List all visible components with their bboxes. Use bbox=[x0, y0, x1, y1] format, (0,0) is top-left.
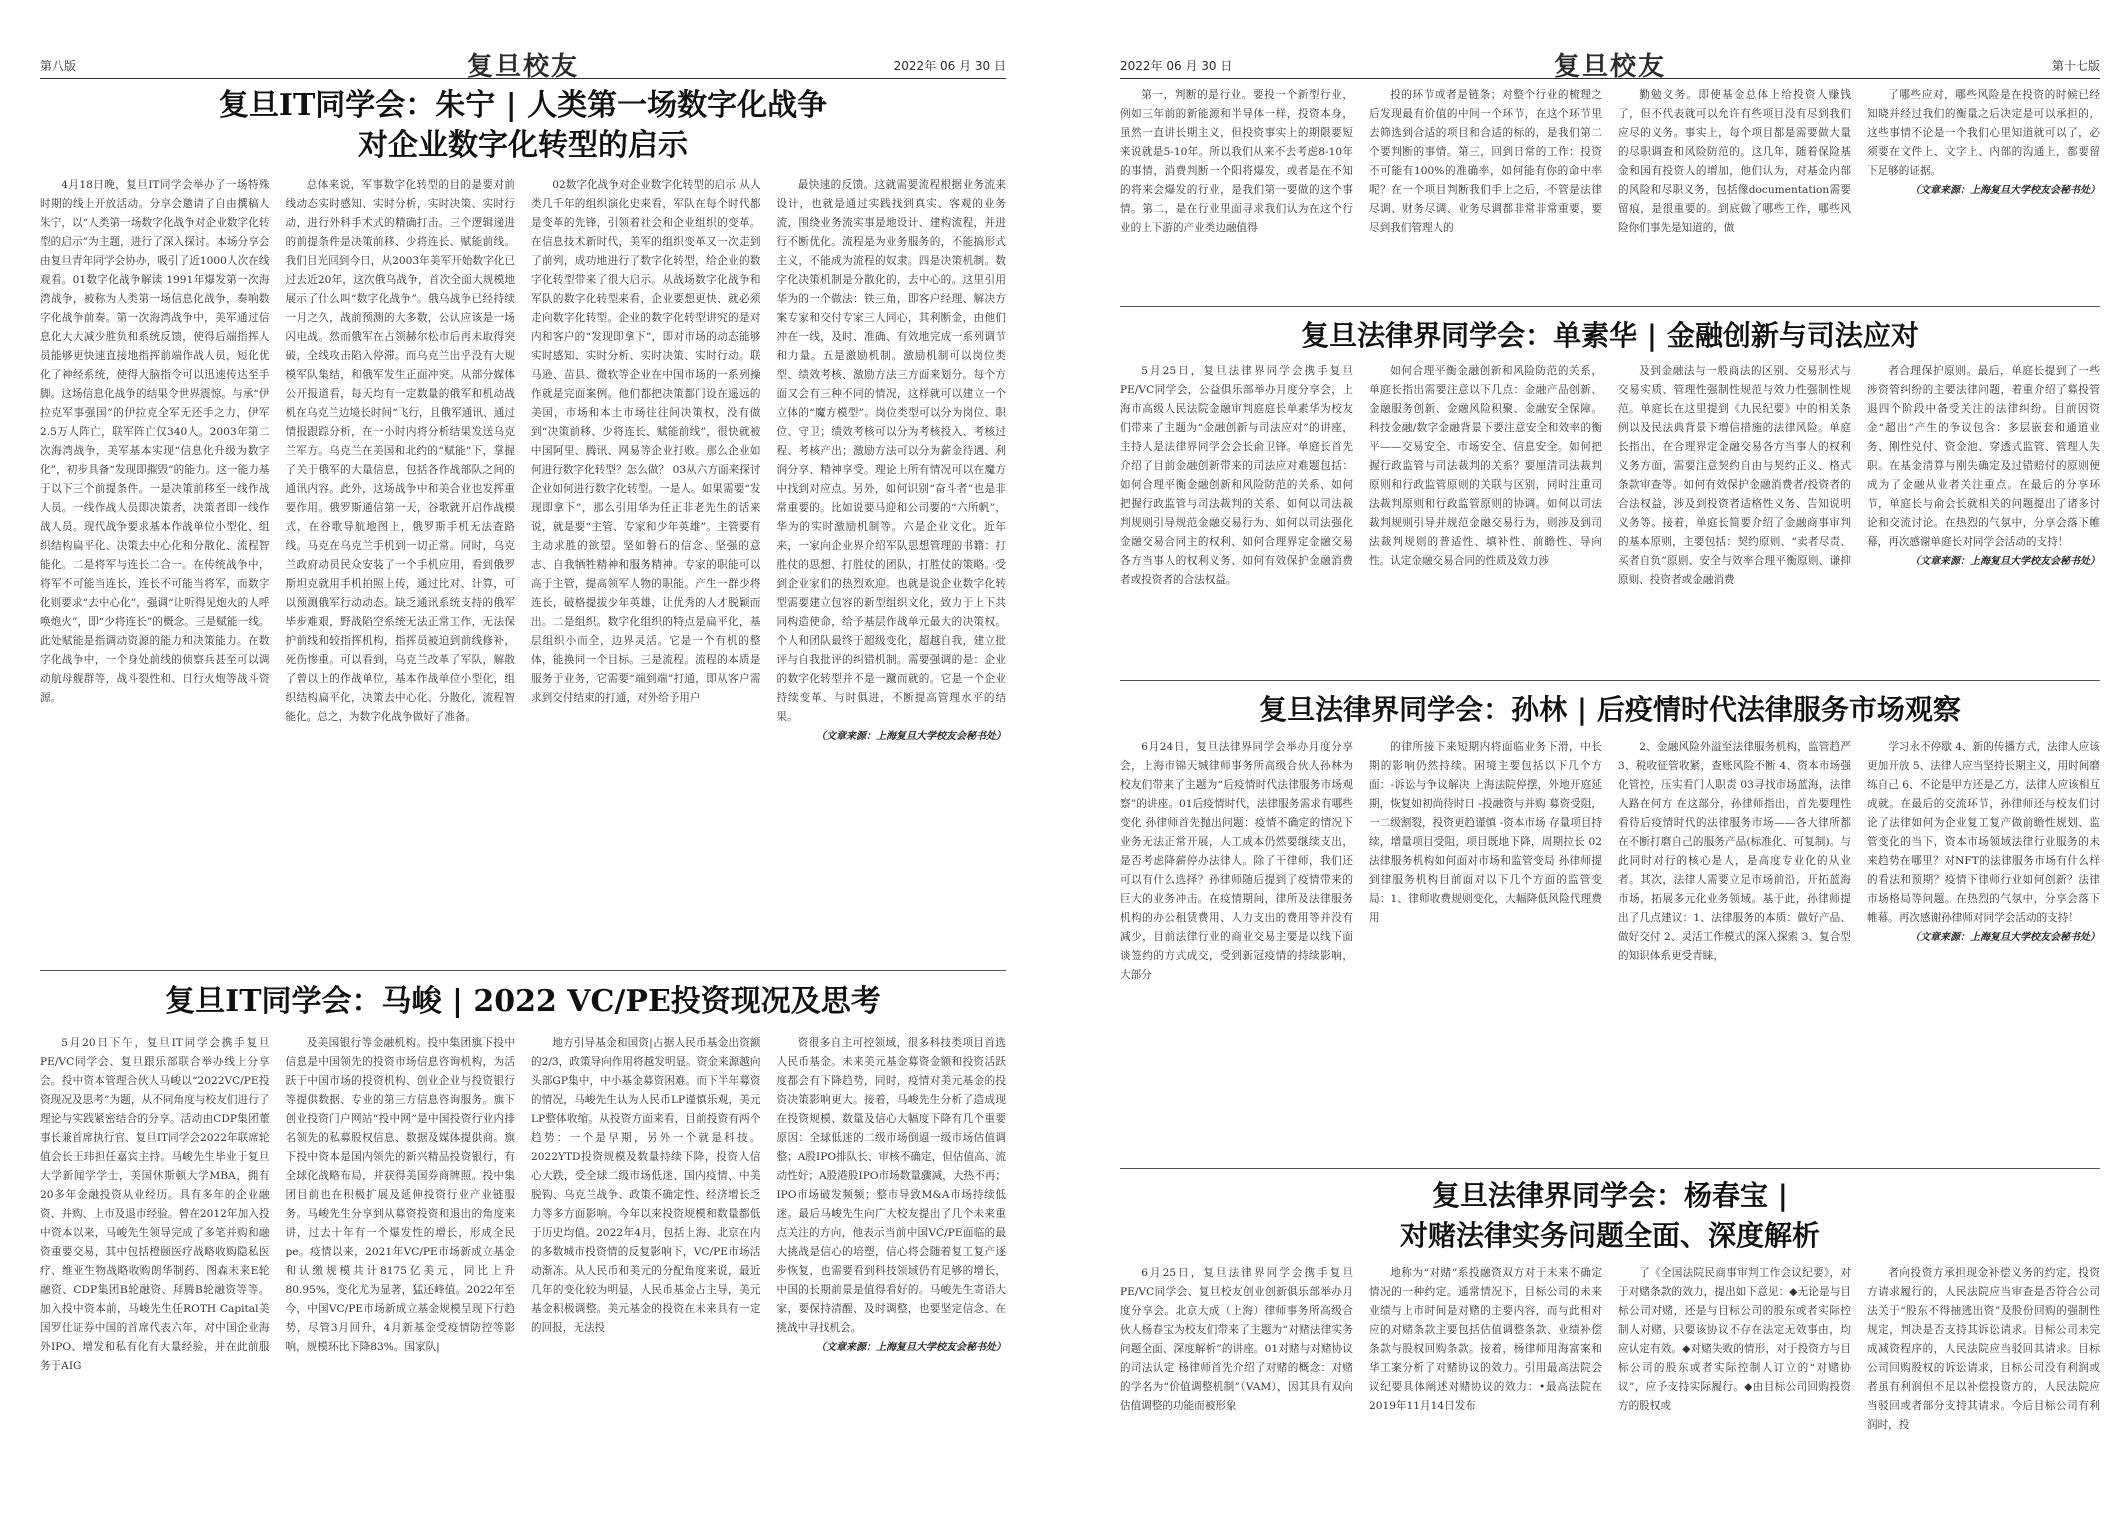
article-title: 复旦IT同学会：马峻 | 2022 VC/PE投资现况及思考 bbox=[165, 984, 881, 1019]
article-column: 了哪些应对，哪些风险是在投资的时候已经知晓并经过我们的衡量之后决定是可以承担的，这些事情不论是一个我们心里知道就可以了，必须要在文件上、文字上、内部的沟通上，都要留下足够的证据。 （文章来源：上海复旦大学校友会秘书处） bbox=[1867, 86, 2100, 294]
article-column: 地称为“对赌”系投融资双方对于未来不确定情况的一种约定。通常情况下，目标公司的未来业绩与上市时间是对赌的主要内容，而与此相对应的对赌条款主要包括估值调整条款、业绩补偿条款与股权回购条款。接着，杨律师用海富案和华工案分析了对赌协议的效力。引用最高法院会议纪要具体阐述对赌协议的效力：•最高法院在2019年11月14日发布 bbox=[1369, 1267, 1602, 1412]
page-number: 第十七版 bbox=[2051, 59, 2100, 73]
article-title: 复旦法律界同学会：孙林 | 后疫情时代法律服务市场观察 bbox=[1259, 693, 1961, 726]
article-body bbox=[1120, 362, 2100, 668]
article-body bbox=[1120, 86, 2100, 294]
article-column: 地方引导基金和国资|占据人民币基金出资额的2/3，政策导向作用将越发明显。资金来源越向头部GP集中，中小基金募资困难。而下半年募资的情况，马峻先生认为人民币LP谨慎乐观，美元LP整体收缩。从投资方面来看，目前投资有两个趋势：一个是早期，另外一个就是科技。2022YTD投资规模及数量持续下降，投资人信心大跌，受全球二级市场低迷、国内疫情、中美脱钩、乌克兰战争、政策不确定性、经济增长乏力等多方面影响。今年以来投资规模和数量都低于历史均值。2022年4月，包括上海、北京在内的多数城市投资情的反复影响下，VC/PE市场活动渐冻。从人民币和美元的分配角度来说，最近几年的变化较为明显，人民币基金占主导，美元基金积极调整。美元基金的投资在未来具有一定的回报，无法投 bbox=[531, 1037, 761, 1334]
article-column: 总体来说，军事数字化转型的目的是要对前线动态实时感知、实时分析，实时决策、实时行动，进行外科手术式的精确打击。三个逻辑递进的前提条件是决策前移、少将连长、赋能前线。我们目光回到今日，从2003年美军开始数字化已过去近20年，这次俄乌战争，首次全面大规模地展示了什么叫“数字化战争”。俄乌战争已经持续一月之久，战前预测的大多数，公认应该是一场闪电战。然而俄军在占领赫尔松市后再未取得突破，全线攻击陷入停滞。而乌克兰出乎没有大规模军队集结，和俄军发生正面冲突。从部分媒体公开报道看，每天均有一定数量的俄军和机动战机在乌克兰边境长时间“飞行，且俄军通讯、通过情报跟踪分析，在一小时内将分析结果发送乌克兰军方。乌克兰在美国和北约的“赋能”下，掌握了关于俄军的大量信息，包括各作战部队之间的通讯内容。此外，这场战争中和美合业也发挥重要作用。俄罗斯通信第一天，谷歌就开启作战模式，在谷歌导航地图上，俄罗斯手机无法查路线。马克在乌克兰手机到一切正常。同时，乌克兰政府动员民众安装了一个手机应用，看到俄罗斯坦克就用手机拍照上传，通过比对、计算，可以预测俄军行动动态。缺乏通讯系统支持的俄军毕步难艰，野战陷空系统无法正常工作，无法保护前线和较指挥机构，指挥员被迫到前线修补，死伤惨重。可以看到，乌克兰改革了军队，解散了曾以上的作战单位，基本作战单位小型化，组织结构扁平化，决策去中心化、分散化，流程智能化。总之，为数字化战争做好了准备。 bbox=[285, 179, 515, 723]
header-rule bbox=[40, 78, 1006, 79]
article-column: 5月25日，复旦法律界同学会携手复旦PE/VC同学会，公益俱乐部举办月度分享会，上海市高级人民法院金融审判庭庭长单素华为校友们带来了主题为“金融创新与司法应对”的讲座，主持人是法律界同学会会长俞卫锋。单庭长首先介绍了目前金融创新带来的司法应对难题包括：如何合理平衡金融创新和风险防范的关系、如何把握行政监管与司法裁判的关系、如何以司法裁判规则引导规范金融交易行为、如何以司法强化金融交易合同主的权利、如何合理界定金融交易各方当事人的权利义务、如何有效保护金融消费者或投资者的合法权益。 bbox=[1120, 365, 1353, 586]
article-column: 02数字化战争对企业数字化转型的启示 从人类几千年的组织演化史来看，军队在每个时代都是变革的先锋，引领着社会和企业组织的变革。在信息技术新时代，美军的组织变革又一次走到了前列，成功地进行了数字化转型，给企业的数字化转型带来了很大启示。从战场数字化战争和军队的数字化转型来看，企业要想更快、就必须走向数字化转型。企业的数字化转型讲究的是对内和客户的“发现即拿下”，即对市场的动态能够实时感知、实时分析、实时决策、实时行动。联马逊、苗县、微软等企业在中国市场的一系列操作就是完面案例。他们都把决策都门设在遥远的美国，市场和本土市场往往间决策权，没有做到“决策前移、少将连长、赋能前线”，很快就被中国阿里、腾讯、网易等企业打败。那么企业如何进行数字化转型？怎么做？ 03从六方面来探讨企业如何进行数字化转型。一是人。如果需要“发现即拿下”，那么引用华为任正非老先生的话来说，就是要“主管、专家和少年英雄”。主管要有主动求胜的欲望。坚如磐石的信念、坚强的意志、自我牺牲精神和服务精神。专家的职能可以高于主管，提高领军人物的职能。产生一群少将连长，破格提拔少年英雄，让优秀的人才脱颖而出。二是组织。数字化组织的特点是扁平化，基层组织小而全，边界灵活。它是一个有机的整体，能换同一个目标。三是流程。流程的本质是服务于业务，它需要“端到端”打通，即从客户需求到交付结束的打通，对外给予用户 bbox=[531, 179, 761, 704]
article-column: 勤勉义务。即使基金总体上给投资人赚钱了，但不代表就可以允许有些项目没有尽到我们应尽的义务。事实上，每个项目都是需要做大量的尽职调查和风险防范的。这几年，随着保险基金和国有投资人的增加，他们认为，对基金内部的风险和尽职义务，包括像documentation需要留痕，是很重要的。到底做了哪些工作，哪些风险你们事先是知道的，做 bbox=[1618, 89, 1851, 234]
article-column: 者合理保护原则。最后，单庭长提到了一些涉资管纠纷的主要法律问题，着重介绍了募投管退四个阶段中备受关注的法律纠纷。目前因资金“超出”产生的争议包含：多层嵌套和通道业务、刚性兑付、资金池、穿透式监管、管理人失职。在基金清算与刚失确定及过错赔付的原则便成为了金融从业者关注重点。在最后的分享环节，单庭长与俞会长就相关的问题提出了诸多讨论和交流讨论。在热烈的气氛中，分享会落下帷幕，再次感谢单庭长对同学会活动的支持！ （文章来源：上海复旦大学校友会秘书处） bbox=[1867, 362, 2100, 668]
article-body bbox=[40, 176, 1006, 956]
article-column: 及到金融法与一般商法的区别、交易形式与交易实质、管理性强制性规范与效力性强制性规范。单庭长在这里提到《九民纪要》中的相关条例以及民法典背景下增信措施的法律风险。单庭长指出，在合理界定金融交易各方当事人的权利义务方面，需要注意契约自由与契约正义、格式条款审查等。如何有效保护金融消费者/投资者的合法权益，涉及到投资者适格性义务、告知说明义务等。接着，单庭长简要介绍了金融商事审判的基本原则，主要包括：契约原则、“卖者尽责、买者自负”原则、安全与效率合理平衡原则、谦抑原则、投资者或金融消费 bbox=[1618, 365, 1851, 586]
section-divider bbox=[1120, 306, 2100, 307]
left-page bbox=[0, 0, 1010, 1535]
title-line-2: 对企业数字化转型的启示 bbox=[358, 128, 688, 163]
section-divider bbox=[1120, 1168, 2100, 1169]
page-number: 第八版 bbox=[40, 59, 77, 73]
article-source: （文章来源：上海复旦大学校友会秘书处） bbox=[1910, 556, 2100, 567]
article-column: 5月20日下午，复旦IT同学会携手复旦PE/VC同学会、复旦跟乐部联合举办线上分享会。投中资本管理合伙人马峻以“2022VC/PE投资现况及思考”为题，从不同角度与校友们进行了理论与实践紧密结合的分享。活动由CDP集团董事长兼首席执行官、复旦IT同学会2022年联席轮值会长王玮担任嘉宾主持。马峻先生毕业于复旦大学新闻学学士，美国休斯顿大学MBA，拥有20多年金融投资从业经历。具有多年的企业融资、并购、上市及退市经验。曾在2012年加入投中资本以来，马峻先生领导完成了多笔并购和融资重要交易，其中包括橙颐医疗战略收购隐私医疗、维亚生物战略收购朗华制药、图森未来E轮融资、CDP集团B轮融资、拜腾B轮融资等等。加入投中资本前，马峻先生任ROTH Capital美国罗仕证券中国的首席代表六年，对中国企业海外IPO、增发和私有化有大量经验，并在此前服务于AIG bbox=[40, 1037, 270, 1372]
section-divider bbox=[1120, 680, 2100, 681]
article-title: 复旦法律界同学会：单素华 | 金融创新与司法应对 bbox=[1301, 319, 1919, 352]
article-body bbox=[40, 1034, 1006, 1474]
article-column: 如何合理平衡金融创新和风险防范的关系，单庭长指出需要注意以下几点：金融产品创新、金融服务创新、金融风险积聚、金融安全保障。科技金融/数字金融背景下要注意安全和效率的衡平——交易安全、市场安全、信息安全。如何把握行政监管与司法裁判的关系？要厘清司法裁判原则和行政监管原则的关联与区别，同时注重司法裁判原则和行政监管原则的协调。如何以司法裁判规则引导并规范金融交易行为，则涉及到司法裁判规则的普适性、填补性、前瞻性、导向性。认定金融交易合同的性质及效力涉 bbox=[1369, 365, 1602, 567]
article-title bbox=[1120, 1176, 2100, 1256]
issue-date: 2022年 06 月 30 日 bbox=[893, 59, 1006, 73]
title-line-1: 复旦法律界同学会：杨春宝 | bbox=[1432, 1179, 1788, 1212]
article-title bbox=[40, 86, 1006, 166]
article-source: （文章来源：上海复旦大学校友会秘书处） bbox=[816, 1342, 1006, 1353]
article-column: 学习永不停歇 4、新的传播方式，法律人应该更加开放 5、法律人应当坚持长期主义，用时间磨练自己 6、不论是甲方还是乙方，法律人应该相互成就。在最后的交流环节，孙律师还与校友们讨论了法律如何为企业复工复产做前瞻性规划、监管变化的当下，资本市场领域法律行业服务的未来趋势在哪里？对NFT的法律服务市场有什么样的看法和预期？疫情下律师行业如何创新？法律市场格局等问题。在热烈的气氛中，分享会落下帷幕。再次感谢孙律师对同学会活动的支持！ （文章来源：上海复旦大学校友会秘书处） bbox=[1867, 738, 2100, 1156]
article-body bbox=[1120, 1264, 2100, 1490]
article-column: 投的环节或者是链条；对整个行业的梳理之后发现最有价值的中间一个环节，在这个环节里去筛选到合适的项目和合适的标的，是我们第二个要判断的事情。第三，回到日常的工作：投资不可能有100%的准确率，如何能有你的命中率呢？在一个项目判断我们手上之后，不管是法律尽调、财务尽调、业务尽调都非常非常重要，要尽到我们管理人的 bbox=[1369, 89, 1602, 234]
article-column: 及美国银行等金融机构。投中集团旗下投中信息是中国领先的投资市场信息咨询机构，为活跃于中国市场的投资机构、创业企业与投资银行等提供数据、专业的第三方信息咨询服务。旗下创业投资门户网站“投中网”是中国投资行业内排名领先的私募股权信息、数据及媒体提供商。旗下投中资本是国内领先的新兴精品投资银行，有全球化战略布局，并获得美国券商牌照。投中集团目前也在积极扩展及延伸投资行业产业链服务。马峻先生分享到从募资投资和退出的角度来讲，过去十年有一个爆发性的增长，形成全民pe。疫情以来，2021年VC/PE市场新成立基金和认缴规模共计8175亿美元，同比上升80.95%，变化尤为显著，猛还峰值。2022年至今，中国VC/PE市场新成立基金规模呈现下行趋势，尽管3月回升，4月新基金受疫情防控等影响，规模环比下降83%。国家队| bbox=[285, 1037, 515, 1353]
article-column: 资很多自主可控领域，很多科技类项目首选人民币基金。未来美元基金募资金额和投资活跃度都会有下降趋势，同时，疫情对美元基金的投资决策影响更大。接着，马峻先生分析了造成现在投资规模、数量及信心大幅度下降有几个重要原因：全球低迷的二级市场倒逼一级市场估值调整；A股IPO排队长、审核不确定，但估值高、流动性好；A股港股IPO市场数量骤减，大热不再；IPO市场破发频频；整市导致M&A市场持续低迷。最后马峻先生向广大校友提出了几个未来重点关注的方向，他表示当前中国VC/PE面临的最大挑战是信心的培塑，信心将会随着复工复产逐步恢复，也需要看到科技领域仍有足够的增长，中国的长期前景是值得看好的。马峻先生寄语大家，要保持清醒、及时调整，也要坚定信念、在挑战中寻找机会。 （文章来源：上海复旦大学校友会秘书处） bbox=[777, 1034, 1007, 1474]
header-rule bbox=[1120, 78, 2100, 79]
article-body bbox=[1120, 738, 2100, 1156]
article-source: （文章来源：上海复旦大学校友会秘书处） bbox=[816, 731, 1006, 742]
masthead-logo: 复旦校友 bbox=[466, 52, 580, 82]
title-line-1: 复旦IT同学会：朱宁 | 人类第一场数字化战争 bbox=[218, 88, 828, 123]
right-header bbox=[1120, 50, 2100, 80]
right-page bbox=[1110, 0, 2126, 1535]
masthead-logo: 复旦校友 bbox=[1553, 52, 1667, 82]
article-source: （文章来源：上海复旦大学校友会秘书处） bbox=[1910, 185, 2100, 196]
article-column: 者向投资方承担现金补偿义务的约定，投资方请求履行的，人民法院应当审查是否符合公司法关于“股东不得抽逃出资”及股份回购的强制性规定，判决是否支持其诉讼请求。目标公司未完成减资程序的，人民法院应当驳回其请求。目标公司回购股权的诉讼请求，目标公司没有利润或者虽有利润但不足以补偿投资方的，人民法院应当驳回或者部分支持其请求。今后目标公司有利润时，投 bbox=[1867, 1267, 2100, 1431]
article-column: 了《全国法院民商事审判工作会议纪要》，对于对赌条款的效力，提出如下意见：◆无论是与目标公司对赌，还是与目标公司的股东或者实际控制人对赌，只要该协议不存在法定无效事由，均应认定有效。◆对赌失败的情形，对于投资方与目标公司的股东或者实际控制人订立的“对赌协议”，应予支持实际履行。◆由目标公司回购投资方的股权或 bbox=[1618, 1267, 1851, 1412]
article-column: 的律所接下来短期内将面临业务下滑，中长期的影响仍然持续。困境主要包括以下几个方面：-诉讼与争议解决 上海法院停摆，外地开庭延期，恢复如初尚待时日 -投融资与并购 募资受阻，一二级割裂，投资更趋谨慎 -资本市场 存量项目持续，增量项目受阻，项目既地下降，周期拉长 02法律服务机构如何面对市场和监管变局 孙律师提到律服务机构目前面对以下几个方面的监管变局：1、律师收费规则变化，大幅降低风险代理费用 bbox=[1369, 741, 1602, 924]
article-source: （文章来源：上海复旦大学校友会秘书处） bbox=[1910, 932, 2100, 943]
article-column: 4月18日晚，复旦IT同学会举办了一场特殊时期的线上开放活动。分享会邀请了自由撰稿人朱宁，以“人类第一场数字化战争对企业数字化转型的启示”为主题，进行了深入探讨。本场分享会由复旦青年同学会协办，吸引了近1000人次在线观看。01数字化战争解读 1991年爆发第一次海湾战争，被称为人类第一场信息化战争，奏响数字化战争前奏。第一次海湾战争中，美军通过信息化大大减少胜负和系统反馈，使得后端指挥人员能够更快速直接地指挥前端作战人员，短化优化了神经系统，使得大脑指令可以迅速传达至手脚。这场信息化战争的结果令世界震惊。与承“伊拉克军事强国”的伊拉克全军无还手之力，伊军2.5万人阵亡，联军阵亡仅340人。2003年第二次海湾战争，美军基本实现“信息化升级为数字化”，初步具备“发现即摧毁”的能力。这一能力基于以下三个前提条件。一是决策前移至一线作战人员。一线作战人员即决策者，决策者即一线作战人员。现代战争要求基本作战单位小型化、组织结构扁平化、决策去中心化和分散化、流程智能化。二是将军与连长二合一。在传统战争中，将军不可能当连长，连长不可能当将军，而数字化则要求“去中心化”，强调“让听得见炮火的人呼唤炮火”，即“少将连长”的概念。三是赋能一线。此处赋能是指调动资源的能力和决策能力。在数字化战争中，一个身处前线的侦察兵甚至可以调动航母舰群等，战斗裂性和、日行火炮等战斗资源。 bbox=[40, 179, 270, 704]
article-column: 2、金融风险外溢至法律服务机构，监管趋严 3、税收征管收紧，查账风险不断 4、资本市场强化管控，压实看门人职责 03寻找市场蓝海，法律人路在何方 在这部分，孙律师指出，首先要理性看待后疫情时代的法律服务市场——各大律所都在不断打磨自己的服务产品(标准化、可复制)。与此同时对行的核心是人，是高度专业化的从业者。其次，法律人需要立足市场前沿，开拓蓝海市场，拓展多元化业务领域。基于此，孙律师提出了几点建议：1、法律服务的本质：做好产品、做好交付 2、灵活工作模式的深入探索 3、复合型的知识体系更受青睐， bbox=[1618, 741, 1851, 962]
article-column: 6月24日，复旦法律界同学会举办月度分享会，上海市锦天城律师事务所高级合伙人孙林为校友们带来了主题为“后疫情时代法律服务市场观察”的讲座。01后疫情时代，法律服务需求有哪些变化 孙律师首先抛出问题：疫情不确定的情况下业务无法正常开展，人工成本仍然要继续支出，是否考虑降薪停办法律人。除了干律师，我们还可以有什么选择？孙律师随后提到了疫情带来的巨大的业务冲击。在疫情期间，律所及法律服务机构的办公租赁费用、人力支出的费用等并没有减少，目前法律行业的商业交易主要是以线下面谈签约的方式成交，受到新冠疫情的持续影响，大部分 bbox=[1120, 741, 1353, 981]
issue-date: 2022年 06 月 30 日 bbox=[1120, 59, 1233, 73]
title-line-2: 对赌法律实务问题全面、深度解析 bbox=[1399, 1219, 1820, 1252]
section-divider bbox=[40, 970, 1006, 971]
article-column: 6月25日，复旦法律界同学会携手复旦PE/VC同学会、复旦校友创业创新俱乐部举办月度分享会。北京大成（上海）律师事务所高级合伙人杨春宝为校友们带来了主题为“对赌法律实务问题全面、深度解析”的讲座。01对赌与对赌协议的司法认定 杨律师首先介绍了对赌的概念：对赌的学名为“价值调整机制”（VAM），因其具有双向估值调整的功能而被形象 bbox=[1120, 1267, 1353, 1412]
article-column: 最快速的反馈。这就需要流程根据业务流来设计，也就是通过实践找到真实、客观的业务流，围绕业务流实事是地设计、建构流程，并进行不断优化。流程是为业务服务的，不能搞形式主义，不能成为流程的奴隶。四是决策机制。数字化决策机制是分散化的，去中心的。这里引用华为的一个做法：铁三角，即客户经理、解决方案专家和交付专家三人同心，其利断金，由他们冲在一线，及时、准确、有效地完成一系列调节和力量。五是激励机制。激励机制可以岗位类型、绩效考核、激励方法三方面来划分。每个方面又会有三种不同的情况，这样就可以建立一个立体的“魔方模型”。岗位类型可以分为岗位、职位、守卫；绩效考核可以分为考核投入、考核过程、考核产出；激励方法可以分为薪金待遇、利润分享、精神享受。理论上所有情况可以在魔方中找到对应点。另外，如何识别“奋斗者”也是非常重要的。比如说要马迎和公司要的“六所帆”，华为的实时激励机制等。六是企业文化。近年来，一家向企业界介绍军队思想管理的书籍：打胜仗的思想、打胜仗的团队，打胜仗的策略。受到企业家们的热烈欢迎。也就是说企业数字化转型需要建立包容的新型组织文化，致力于上下共同构造使命，给予基层作战单元最大的决策权。个人和团队最终于超级变化，超越自我，建立批评与自我批评的纠错机制。需要强调的是：企业的数字化转型并不是一蹴而就的。它是一个企业持续变革、与时俱进，不断提高管理水平的结果。 （文章来源：上海复旦大学校友会秘书处） bbox=[777, 176, 1007, 956]
left-header bbox=[40, 50, 1006, 80]
article-column: 第一，判断的是行业。要投一个新型行业，例如三年前的新能源和半导体一样，投资本身，虽然一直讲长期主义，但投资事实上的期限要短来说就是5-10年。所以我们从来不去考虑8-10年的事情，消费判断一个阳将爆发，或者是在不知的将来会爆发的行业，是我们第一要做的这个事情。第二，是在行业里面寻求我们认为在这个行业的上下游的产业类边融值得 bbox=[1120, 89, 1353, 234]
